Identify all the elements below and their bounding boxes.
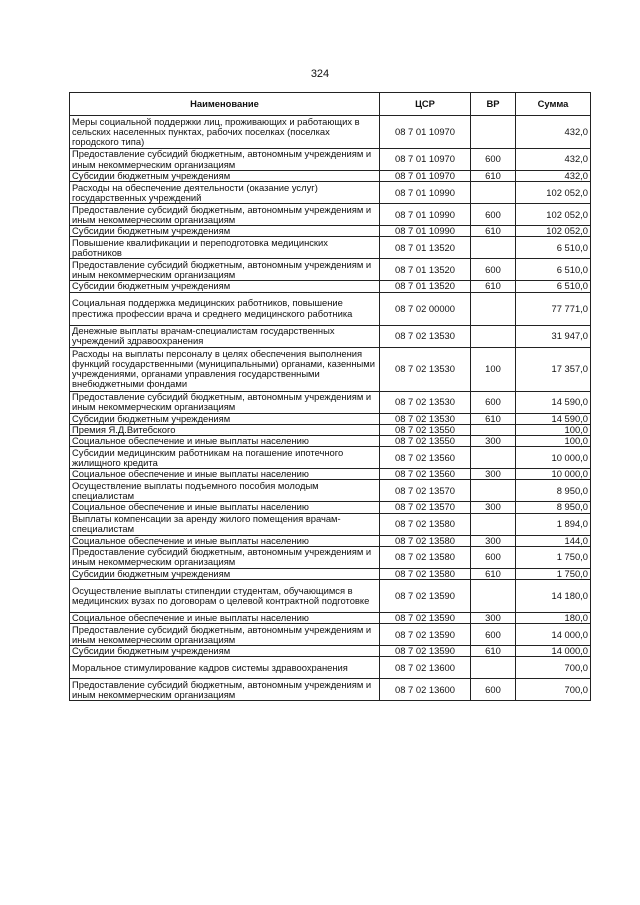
cell-csr: 08 7 02 13590	[380, 624, 471, 646]
table-row	[70, 480, 591, 502]
cell-csr: 08 7 02 00000	[380, 292, 471, 325]
cell-vr: 300	[471, 436, 516, 447]
cell-vr	[471, 447, 516, 469]
table-row	[70, 624, 591, 646]
table-row	[70, 204, 591, 226]
cell-sum: 10 000,0	[516, 469, 591, 480]
cell-sum: 700,0	[516, 679, 591, 701]
table-row	[70, 149, 591, 171]
table-row	[70, 292, 591, 325]
cell-vr: 600	[471, 679, 516, 701]
page-number: 324	[310, 68, 330, 80]
header-sum: Сумма	[516, 93, 591, 116]
cell-name: Социальное обеспечение и иные выплаты населению	[70, 535, 380, 546]
cell-sum: 6 510,0	[516, 259, 591, 281]
table-row	[70, 259, 591, 281]
cell-name: Осуществление выплаты подъемного пособия молодым специалистам	[70, 480, 380, 502]
table-row	[70, 347, 591, 391]
cell-csr: 08 7 02 13580	[380, 535, 471, 546]
cell-csr: 08 7 01 10970	[380, 171, 471, 182]
cell-vr: 100	[471, 347, 516, 391]
cell-name: Субсидии бюджетным учреждениям	[70, 226, 380, 237]
cell-vr: 600	[471, 391, 516, 413]
cell-csr: 08 7 02 13550	[380, 436, 471, 447]
cell-sum: 102 052,0	[516, 226, 591, 237]
cell-name: Субсидии бюджетным учреждениям	[70, 171, 380, 182]
cell-name: Социальное обеспечение и иные выплаты населению	[70, 613, 380, 624]
cell-sum: 14 590,0	[516, 391, 591, 413]
cell-name: Осуществление выплаты стипендии студентам, обучающимся в медицинских вузах по договорам о целевой контрактной подготовке	[70, 580, 380, 613]
table-row	[70, 657, 591, 679]
cell-vr	[471, 325, 516, 347]
cell-name: Моральное стимулирование кадров системы здравоохранения	[70, 657, 380, 679]
cell-csr: 08 7 01 13520	[380, 237, 471, 259]
cell-sum: 102 052,0	[516, 204, 591, 226]
budget-table	[69, 92, 591, 701]
cell-name: Субсидии бюджетным учреждениям	[70, 646, 380, 657]
cell-sum: 10 000,0	[516, 447, 591, 469]
cell-sum: 6 510,0	[516, 237, 591, 259]
cell-sum: 14 000,0	[516, 646, 591, 657]
cell-vr: 600	[471, 624, 516, 646]
cell-csr: 08 7 02 13530	[380, 391, 471, 413]
cell-name: Субсидии бюджетным учреждениям	[70, 281, 380, 292]
cell-name: Предоставление субсидий бюджетным, автономным учреждениям и иным некоммерческим организациям	[70, 546, 380, 568]
table-row	[70, 646, 591, 657]
cell-name: Субсидии бюджетным учреждениям	[70, 568, 380, 579]
cell-name: Социальное обеспечение и иные выплаты населению	[70, 502, 380, 513]
cell-sum: 180,0	[516, 613, 591, 624]
cell-name: Расходы на выплаты персоналу в целях обеспечения выполнения функций государственными (муниципальными) органами, казенными учреждениями, органами управления государственными внебюджетными фондами	[70, 347, 380, 391]
cell-csr: 08 7 02 13590	[380, 580, 471, 613]
cell-csr: 08 7 02 13600	[380, 657, 471, 679]
cell-csr: 08 7 01 13520	[380, 281, 471, 292]
cell-csr: 08 7 02 13560	[380, 447, 471, 469]
table-row	[70, 226, 591, 237]
cell-vr	[471, 657, 516, 679]
table-row	[70, 413, 591, 424]
cell-vr	[471, 424, 516, 435]
cell-sum: 432,0	[516, 149, 591, 171]
cell-vr: 610	[471, 568, 516, 579]
cell-csr: 08 7 02 13590	[380, 646, 471, 657]
cell-sum: 700,0	[516, 657, 591, 679]
cell-vr: 610	[471, 413, 516, 424]
cell-name: Выплаты компенсации за аренду жилого помещения врачам-специалистам	[70, 513, 380, 535]
cell-csr: 08 7 02 13590	[380, 613, 471, 624]
table-row	[70, 546, 591, 568]
table-row	[70, 391, 591, 413]
table-row	[70, 513, 591, 535]
table-row	[70, 535, 591, 546]
table-row	[70, 325, 591, 347]
cell-vr	[471, 292, 516, 325]
cell-name: Предоставление субсидий бюджетным, автономным учреждениям и иным некоммерческим организациям	[70, 204, 380, 226]
cell-vr: 600	[471, 259, 516, 281]
cell-sum: 102 052,0	[516, 182, 591, 204]
table-row	[70, 447, 591, 469]
table-row	[70, 424, 591, 435]
cell-csr: 08 7 02 13530	[380, 347, 471, 391]
cell-sum: 1 750,0	[516, 568, 591, 579]
cell-sum: 432,0	[516, 116, 591, 149]
cell-csr: 08 7 01 10990	[380, 204, 471, 226]
cell-csr: 08 7 01 10990	[380, 182, 471, 204]
cell-csr: 08 7 02 13570	[380, 502, 471, 513]
cell-name: Меры социальной поддержки лиц, проживающих и работающих в сельских населенных пунктах, рабочих поселках (поселках городского типа)	[70, 116, 380, 149]
cell-name: Премия Я.Д.Витебского	[70, 424, 380, 435]
cell-vr: 300	[471, 469, 516, 480]
table-row	[70, 116, 591, 149]
cell-csr: 08 7 02 13570	[380, 480, 471, 502]
table-row	[70, 613, 591, 624]
table-row	[70, 237, 591, 259]
cell-csr: 08 7 01 13520	[380, 259, 471, 281]
cell-sum: 6 510,0	[516, 281, 591, 292]
cell-vr	[471, 580, 516, 613]
cell-sum: 100,0	[516, 436, 591, 447]
cell-vr	[471, 480, 516, 502]
table-header-row	[70, 93, 591, 116]
cell-sum: 14 590,0	[516, 413, 591, 424]
cell-csr: 08 7 02 13580	[380, 513, 471, 535]
cell-name: Социальное обеспечение и иные выплаты населению	[70, 436, 380, 447]
cell-vr: 300	[471, 502, 516, 513]
cell-csr: 08 7 01 10970	[380, 149, 471, 171]
cell-sum: 17 357,0	[516, 347, 591, 391]
table-row	[70, 182, 591, 204]
cell-vr: 600	[471, 204, 516, 226]
cell-name: Предоставление субсидий бюджетным, автономным учреждениям и иным некоммерческим организациям	[70, 391, 380, 413]
cell-name: Повышение квалификации и переподготовка медицинских работников	[70, 237, 380, 259]
cell-name: Расходы на обеспечение деятельности (оказание услуг) государственных учреждений	[70, 182, 380, 204]
cell-vr: 600	[471, 546, 516, 568]
cell-vr: 300	[471, 535, 516, 546]
cell-vr: 610	[471, 171, 516, 182]
table-body	[70, 116, 591, 701]
cell-vr: 300	[471, 613, 516, 624]
cell-sum: 14 180,0	[516, 580, 591, 613]
header-vr: ВР	[471, 93, 516, 116]
cell-name: Субсидии медицинским работникам на погашение ипотечного жилищного кредита	[70, 447, 380, 469]
cell-name: Предоставление субсидий бюджетным, автономным учреждениям и иным некоммерческим организациям	[70, 149, 380, 171]
cell-vr	[471, 513, 516, 535]
cell-name: Предоставление субсидий бюджетным, автономным учреждениям и иным некоммерческим организациям	[70, 624, 380, 646]
cell-sum: 77 771,0	[516, 292, 591, 325]
table-row	[70, 502, 591, 513]
cell-name: Предоставление субсидий бюджетным, автономным учреждениям и иным некоммерческим организациям	[70, 679, 380, 701]
cell-vr: 610	[471, 646, 516, 657]
cell-vr: 610	[471, 281, 516, 292]
table-row	[70, 679, 591, 701]
cell-name: Социальная поддержка медицинских работников, повышение престижа профессии врача и среднего медицинского работника	[70, 292, 380, 325]
cell-sum: 8 950,0	[516, 480, 591, 502]
cell-sum: 432,0	[516, 171, 591, 182]
table-row	[70, 580, 591, 613]
cell-vr: 600	[471, 149, 516, 171]
cell-sum: 14 000,0	[516, 624, 591, 646]
table-row	[70, 568, 591, 579]
cell-csr: 08 7 01 10970	[380, 116, 471, 149]
cell-name: Денежные выплаты врачам-специалистам государственных учреждений здравоохранения	[70, 325, 380, 347]
cell-sum: 8 950,0	[516, 502, 591, 513]
cell-vr	[471, 182, 516, 204]
cell-sum: 1 750,0	[516, 546, 591, 568]
cell-csr: 08 7 02 13560	[380, 469, 471, 480]
cell-name: Субсидии бюджетным учреждениям	[70, 413, 380, 424]
cell-sum: 31 947,0	[516, 325, 591, 347]
cell-csr: 08 7 02 13530	[380, 413, 471, 424]
cell-csr: 08 7 02 13550	[380, 424, 471, 435]
table-row	[70, 469, 591, 480]
cell-sum: 144,0	[516, 535, 591, 546]
cell-csr: 08 7 02 13600	[380, 679, 471, 701]
table-row	[70, 436, 591, 447]
cell-name: Предоставление субсидий бюджетным, автономным учреждениям и иным некоммерческим организациям	[70, 259, 380, 281]
cell-vr	[471, 237, 516, 259]
header-name: Наименование	[70, 93, 380, 116]
header-csr: ЦСР	[380, 93, 471, 116]
cell-vr: 610	[471, 226, 516, 237]
cell-sum: 1 894,0	[516, 513, 591, 535]
table-row	[70, 171, 591, 182]
cell-csr: 08 7 02 13580	[380, 546, 471, 568]
cell-name: Социальное обеспечение и иные выплаты населению	[70, 469, 380, 480]
table-row	[70, 281, 591, 292]
cell-csr: 08 7 02 13580	[380, 568, 471, 579]
cell-csr: 08 7 01 10990	[380, 226, 471, 237]
cell-vr	[471, 116, 516, 149]
cell-csr: 08 7 02 13530	[380, 325, 471, 347]
cell-sum: 100,0	[516, 424, 591, 435]
